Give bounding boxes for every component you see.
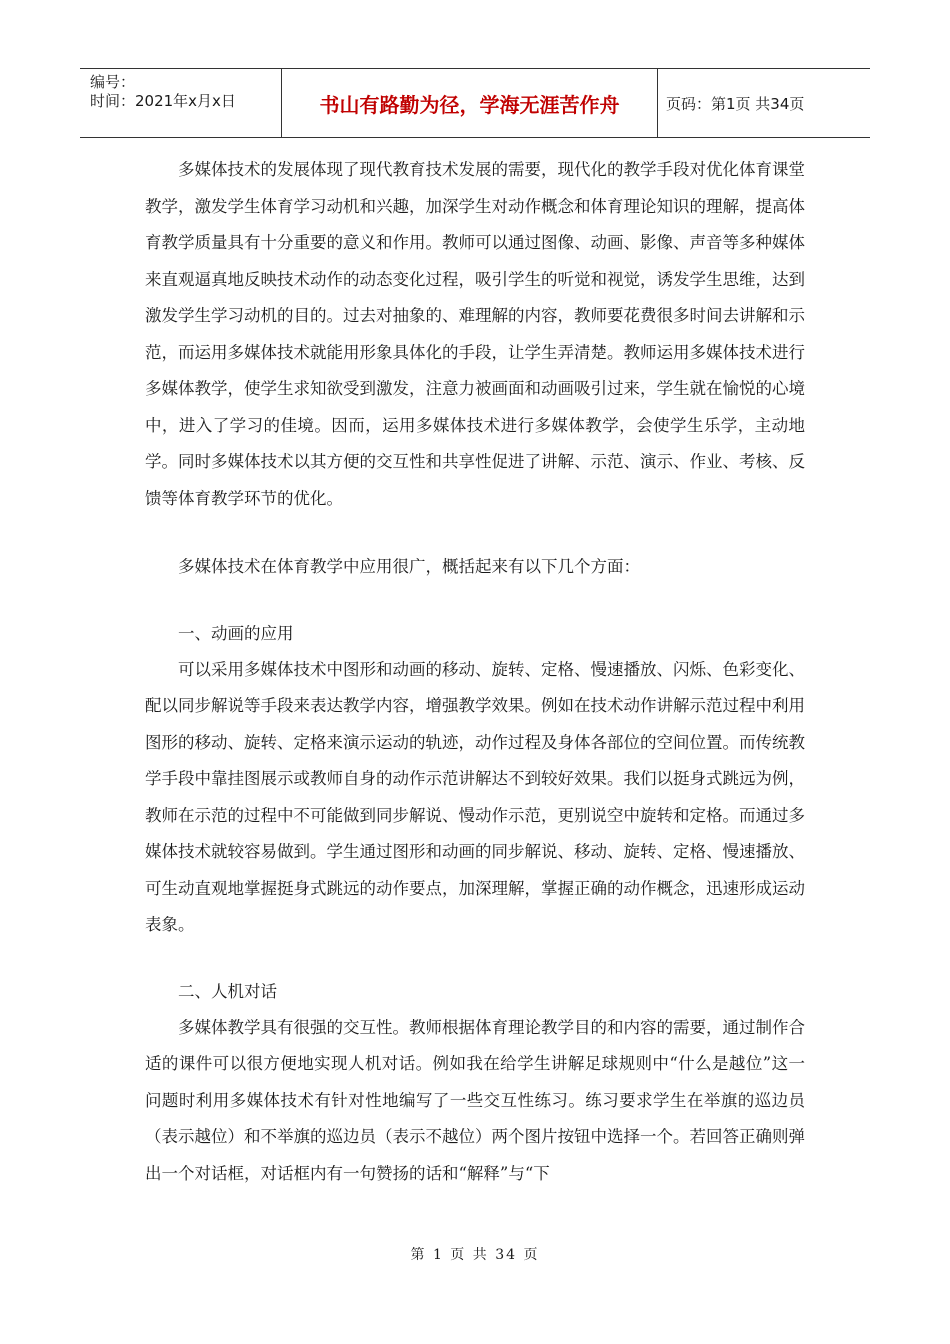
paragraph-spacer — [145, 944, 805, 974]
paragraph-intro: 多媒体技术的发展体现了现代教育技术发展的需要，现代化的教学手段对优化体育课堂教学，激发学生体育学习动机和兴趣，加深学生对动作概念和体育理论知识的理解，提高体育教学质量具有十分重要的意义和作用。教师可以通过图像、动画、影像、声音等多种媒体来直观逼真地反映技术动作的动态变化过程，吸引学生的听觉和视觉，诱发学生思维，达到激发学生学习动机的目的。过去对抽象的、难理解的内容，教师要花费很多时间去讲解和示范，而运用多媒体技术就能用形象具体化的手段，让学生弄清楚。教师运用多媒体技术进行多媒体教学，使学生求知欲受到激发，注意力被画面和动画吸引过来，学生就在愉悦的心境中，进入了学习的佳境。因而，运用多媒体技术进行多媒体教学，会使学生乐学，主动地学。同时多媒体技术以其方便的交互性和共享性促进了讲解、示范、演示、作业、考核、反馈等体育教学环节的优化。 — [145, 160, 805, 508]
header-page-code: 页码：第1页 共34页 — [666, 94, 805, 113]
paragraph-animation: 可以采用多媒体技术中图形和动画的移动、旋转、定格、慢速播放、闪烁、色彩变化、配以同步解说等手段来表达教学内容，增强教学效果。例如在技术动作讲解示范过程中利用图形的移动、旋转、定格来演示运动的轨迹，动作过程及身体各部位的空间位置。而传统教学手段中靠挂图展示或教师自身的动作示范讲解达不到较好效果。我们以挺身式跳远为例，教师在示范的过程中不可能做到同步解说、慢动作示范，更别说空中旋转和定格。而通过多媒体技术就较容易做到。学生通过图形和动画的同步解说、移动、旋转、定格、慢速播放、可生动直观地掌握挺身式跳远的动作要点，加深理解，掌握正确的动作概念，迅速形成运动表象。 — [145, 659, 805, 934]
paragraph-overview: 多媒体技术在体育教学中应用很广，概括起来有以下几个方面： — [178, 557, 640, 576]
document-time-label: 时间：2021年x月x日 — [90, 92, 236, 110]
page-header — [80, 68, 870, 138]
document-number-label: 编号： — [90, 73, 136, 91]
section-heading-animation: 一、动画的应用 — [178, 623, 294, 643]
paragraph-dialogue: 多媒体教学具有很强的交互性。教师根据体育理论教学目的和内容的需要，通过制作合适的课件可以很方便地实现人机对话。例如我在给学生讲解足球规则中“什么是越位”这一问题时利用多媒体技术有针对性地编写了一些交互性练习。练习要求学生在举旗的巡边员（表示越位）和不举旗的巡边员（表示不越位）两个图片按钮中选择一个。若回答正确则弹出一个对话框，对话框内有一句赞扬的话和“解释”与“下 — [145, 1017, 805, 1183]
header-meta — [80, 69, 282, 137]
page-footer: 第 1 页 共 34 页 — [410, 1247, 540, 1263]
header-motto: 书山有路勤为径，学海无涯苦作舟 — [282, 69, 658, 137]
section-heading-dialogue: 二、人机对话 — [178, 981, 277, 1001]
paragraph-spacer — [145, 586, 805, 616]
document-body — [145, 152, 805, 1192]
paragraph-spacer — [145, 517, 805, 549]
